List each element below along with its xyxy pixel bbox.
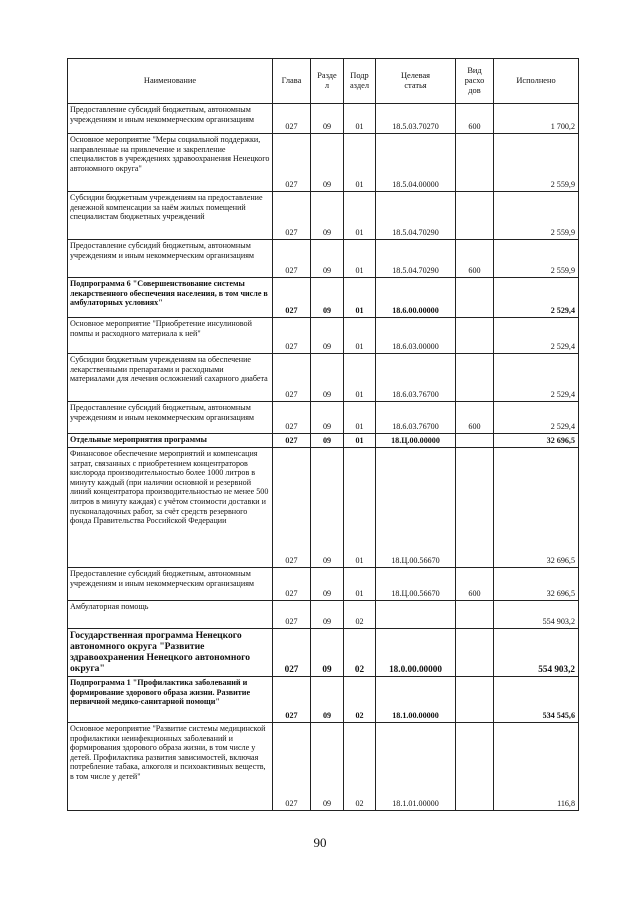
cell-podrazdel: 02	[344, 723, 376, 811]
cell-podrazdel: 01	[344, 402, 376, 434]
cell-glava: 027	[273, 104, 311, 134]
cell-ispolneno: 554 903,2	[494, 629, 579, 677]
cell-razdel: 09	[311, 318, 344, 354]
cell-name: Амбулаторная помощь	[68, 601, 273, 629]
cell-glava: 027	[273, 434, 311, 448]
table-row	[68, 192, 579, 240]
cell-ispolneno: 2 529,4	[494, 402, 579, 434]
cell-podrazdel: 02	[344, 601, 376, 629]
cell-name: Субсидии бюджетным учреждениям на предоставление денежной компенсации за наём жилых помещений специалистам бюджетных учреждений	[68, 192, 273, 240]
cell-ispolneno: 534 545,6	[494, 677, 579, 723]
cell-vid	[456, 601, 494, 629]
cell-name: Предоставление субсидий бюджетным, автономным учреждениям и иным некоммерческим организациям	[68, 104, 273, 134]
cell-podrazdel: 01	[344, 134, 376, 192]
cell-statya: 18.6.00.00000	[376, 278, 456, 318]
cell-glava: 027	[273, 318, 311, 354]
cell-glava: 027	[273, 402, 311, 434]
cell-vid	[456, 723, 494, 811]
cell-ispolneno: 554 903,2	[494, 601, 579, 629]
cell-podrazdel: 02	[344, 677, 376, 723]
table-row	[68, 240, 579, 278]
cell-statya: 18.6.03.76700	[376, 354, 456, 402]
cell-razdel: 09	[311, 134, 344, 192]
cell-vid	[456, 677, 494, 723]
cell-ispolneno: 32 696,5	[494, 568, 579, 601]
cell-ispolneno: 116,8	[494, 723, 579, 811]
cell-podrazdel: 01	[344, 568, 376, 601]
cell-razdel: 09	[311, 723, 344, 811]
cell-glava: 027	[273, 723, 311, 811]
cell-podrazdel: 01	[344, 318, 376, 354]
cell-razdel: 09	[311, 402, 344, 434]
cell-glava: 027	[273, 677, 311, 723]
cell-razdel: 09	[311, 104, 344, 134]
table-row	[68, 318, 579, 354]
header-name: Наименование	[68, 59, 273, 104]
cell-razdel: 09	[311, 434, 344, 448]
cell-vid	[456, 448, 494, 568]
cell-name: Основное мероприятие "Приобретение инсулиновой помпы и расходного материала к ней"	[68, 318, 273, 354]
header-razdel: Разде л	[311, 59, 344, 104]
cell-name: Финансовое обеспечение мероприятий и компенсация затрат, связанных с приобретением концентраторов кислорода производительностью более 1000 литров в минуту каждый (при наличии основной и резервной линий концентратора производительностью не менее 500 литров в минуту каждая) с учётом стоимости доставки и пусконаладочных работ, за счёт средств резервного фонда Правительства Российской Федерации	[68, 448, 273, 568]
cell-ispolneno: 2 529,4	[494, 354, 579, 402]
cell-ispolneno: 2 559,9	[494, 134, 579, 192]
cell-podrazdel: 01	[344, 192, 376, 240]
cell-name: Предоставление субсидий бюджетным, автономным учреждениям и иным некоммерческим организациям	[68, 568, 273, 601]
cell-vid: 600	[456, 240, 494, 278]
cell-razdel: 09	[311, 354, 344, 402]
cell-statya: 18.5.04.70290	[376, 240, 456, 278]
cell-vid: 600	[456, 568, 494, 601]
cell-razdel: 09	[311, 192, 344, 240]
table-row	[68, 434, 579, 448]
table-row	[68, 354, 579, 402]
cell-vid	[456, 278, 494, 318]
cell-ispolneno: 2 529,4	[494, 278, 579, 318]
cell-ispolneno: 2 559,9	[494, 192, 579, 240]
cell-podrazdel: 01	[344, 104, 376, 134]
cell-glava: 027	[273, 192, 311, 240]
cell-ispolneno: 1 700,2	[494, 104, 579, 134]
header-glava: Глава	[273, 59, 311, 104]
cell-statya: 18.5.04.70290	[376, 192, 456, 240]
header-podrazdel: Подр аздел	[344, 59, 376, 104]
header-statya: Целевая статья	[376, 59, 456, 104]
cell-statya: 18.5.04.00000	[376, 134, 456, 192]
cell-statya: 18.Ц.00.56670	[376, 448, 456, 568]
cell-name: Основное мероприятие "Меры социальной поддержки, направленные на привлечение и закрепление специалистов в учреждениях здравоохранения Ненецкого автономного округа"	[68, 134, 273, 192]
cell-razdel: 09	[311, 677, 344, 723]
cell-ispolneno: 2 559,9	[494, 240, 579, 278]
cell-name: Предоставление субсидий бюджетным, автономным учреждениям и иным некоммерческим организациям	[68, 240, 273, 278]
cell-glava: 027	[273, 354, 311, 402]
cell-glava: 027	[273, 448, 311, 568]
budget-table	[67, 58, 579, 811]
cell-glava: 027	[273, 134, 311, 192]
cell-statya: 18.0.00.00000	[376, 629, 456, 677]
cell-statya	[376, 601, 456, 629]
cell-ispolneno: 32 696,5	[494, 448, 579, 568]
cell-statya: 18.Ц.00.56670	[376, 568, 456, 601]
table-row	[68, 677, 579, 723]
cell-podrazdel: 01	[344, 448, 376, 568]
cell-vid: 600	[456, 104, 494, 134]
cell-razdel: 09	[311, 448, 344, 568]
cell-podrazdel: 01	[344, 354, 376, 402]
cell-glava: 027	[273, 629, 311, 677]
cell-vid	[456, 192, 494, 240]
table-row	[68, 568, 579, 601]
cell-vid	[456, 318, 494, 354]
cell-ispolneno: 2 529,4	[494, 318, 579, 354]
cell-razdel: 09	[311, 278, 344, 318]
cell-name: Государственная программа Ненецкого автономного округа "Развитие здравоохранения Ненецкого автономного округа"	[68, 629, 273, 677]
cell-razdel: 09	[311, 568, 344, 601]
cell-statya: 18.6.03.76700	[376, 402, 456, 434]
cell-razdel: 09	[311, 629, 344, 677]
cell-glava: 027	[273, 278, 311, 318]
table-row	[68, 104, 579, 134]
table-row	[68, 402, 579, 434]
table-body	[68, 104, 579, 811]
cell-vid	[456, 434, 494, 448]
cell-glava: 027	[273, 568, 311, 601]
table-row	[68, 629, 579, 677]
cell-vid	[456, 134, 494, 192]
cell-podrazdel: 01	[344, 278, 376, 318]
cell-ispolneno: 32 696,5	[494, 434, 579, 448]
cell-vid	[456, 354, 494, 402]
table-header-row	[68, 59, 579, 104]
header-vid: Вид расхо дов	[456, 59, 494, 104]
cell-vid	[456, 629, 494, 677]
table-row	[68, 448, 579, 568]
cell-glava: 027	[273, 601, 311, 629]
cell-name: Основное мероприятие "Развитие системы медицинской профилактики неинфекционных заболеваний и формирования здорового образа жизни, в том числе у детей. Профилактика развития зависимостей, включая потребление табака, алкоголя и психоактивных веществ, в том числе у детей"	[68, 723, 273, 811]
table-row	[68, 723, 579, 811]
cell-statya: 18.1.00.00000	[376, 677, 456, 723]
cell-name: Подпрограмма 1 "Профилактика заболеваний и формирование здорового образа жизни. Развитие первичной медико-санитарной помощи"	[68, 677, 273, 723]
table-row	[68, 601, 579, 629]
cell-name: Субсидии бюджетным учреждениям на обеспечение лекарственными препаратами и расходными материалами для лечения осложнений сахарного диабета	[68, 354, 273, 402]
cell-podrazdel: 01	[344, 240, 376, 278]
cell-statya: 18.5.03.70270	[376, 104, 456, 134]
cell-podrazdel: 02	[344, 629, 376, 677]
page-number: 90	[313, 835, 327, 850]
cell-vid: 600	[456, 402, 494, 434]
cell-statya: 18.6.03.00000	[376, 318, 456, 354]
header-ispolneno: Исполнено	[494, 59, 579, 104]
cell-name: Отдельные мероприятия программы	[68, 434, 273, 448]
cell-name: Подпрограмма 6 "Совершенствование системы лекарственного обеспечения населения, в том числе в амбулаторных условиях"	[68, 278, 273, 318]
cell-statya: 18.Ц.00.00000	[376, 434, 456, 448]
cell-name: Предоставление субсидий бюджетным, автономным учреждениям и иным некоммерческим организациям	[68, 402, 273, 434]
cell-razdel: 09	[311, 240, 344, 278]
table-row	[68, 278, 579, 318]
cell-podrazdel: 01	[344, 434, 376, 448]
cell-glava: 027	[273, 240, 311, 278]
cell-statya: 18.1.01.00000	[376, 723, 456, 811]
table-row	[68, 134, 579, 192]
cell-razdel: 09	[311, 601, 344, 629]
